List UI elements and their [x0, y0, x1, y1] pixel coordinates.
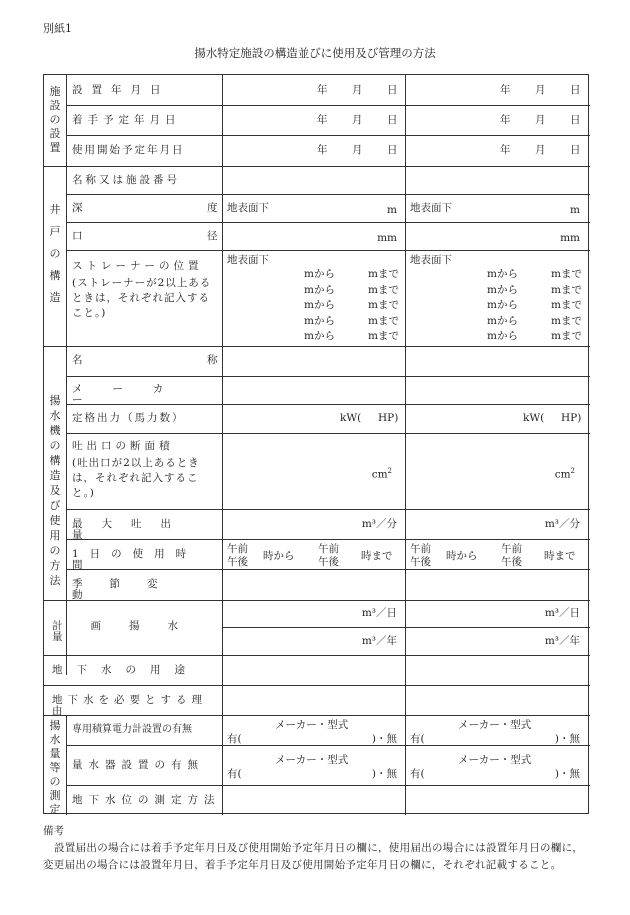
maker-model-text: メーカー・型式: [458, 754, 532, 766]
label-depth-2: 度: [207, 202, 218, 214]
label-flowmeter: 量水器設置の有無: [72, 759, 204, 771]
ground-below-text: 地表面下: [227, 202, 269, 214]
m3-per-year-unit: m³／年: [544, 635, 580, 647]
m3-per-day-unit: m³／日: [361, 607, 397, 619]
label-pump-name-1: 名: [72, 354, 83, 366]
m-to-unit: mまで: [551, 268, 582, 280]
form-title: 揚水特定施設の構造並びに使用及び管理の方法: [194, 46, 436, 60]
label-maker: メーカー: [72, 383, 194, 406]
ground-below-text: 地表面下: [410, 254, 452, 266]
section-facility: 施設の設置: [49, 85, 61, 154]
notes-body: 設置届出の場合には着手予定年月日及び使用開始予定年月日の欄に，使用届出の場合には設置年月日の欄に，変更届出の場合には設置年月日，着手予定年月日及び使用開始予定年月日の欄に，それぞれ記載すること。: [43, 842, 584, 871]
section-well: 井戸の構造: [49, 203, 61, 304]
m-from-unit: mから: [304, 330, 335, 342]
meter-unit: m: [387, 204, 397, 216]
notes-title: 備考: [43, 825, 64, 837]
year-unit: 年: [317, 144, 328, 156]
to-hour-unit: 時まで: [544, 550, 576, 562]
yes-option: 有(: [227, 733, 242, 745]
cm2-unit: $cm^2$: [371, 467, 392, 481]
ground-below-text: 地表面下: [410, 202, 452, 214]
month-unit: 月: [352, 144, 363, 156]
kw-unit: kW(: [340, 412, 362, 424]
year-unit: 年: [500, 114, 511, 126]
m3-per-year-unit: m³／年: [361, 635, 397, 647]
label-strainer-note: (ストレーナーが2以上あるときは，それぞれ記入すること。): [72, 277, 212, 319]
label-well-name: 名称又は施設番号: [72, 174, 180, 186]
meter-unit: m: [570, 204, 580, 216]
sup-2: 2: [570, 467, 575, 475]
pm-label: 午後: [227, 556, 248, 568]
m-from-unit: mから: [487, 268, 518, 280]
hp-unit: HP): [561, 412, 582, 424]
day-unit: 日: [387, 84, 398, 96]
am-label: 午前: [410, 543, 431, 555]
form-table: [43, 74, 589, 814]
m-to-unit: mまで: [368, 283, 399, 296]
label-level-method: 地下水位の測定方法: [72, 794, 221, 806]
year-unit: 年: [500, 144, 511, 156]
m-from-unit: mから: [487, 299, 518, 311]
m-from-unit: mから: [304, 268, 335, 280]
ground-below-text: 地表面下: [227, 254, 269, 266]
am-label: 午前: [227, 543, 248, 555]
day-unit: 日: [570, 144, 581, 156]
label-depth-1: 深: [72, 202, 83, 214]
from-hour-unit: 時から: [263, 550, 295, 562]
none-option: )・無: [371, 733, 397, 745]
mm-unit: mm: [560, 232, 580, 244]
maker-model-text: メーカー・型式: [275, 719, 349, 731]
m3-per-min-unit: m³／分: [544, 518, 580, 530]
pm-label: 午後: [318, 556, 339, 568]
none-option: )・無: [554, 768, 580, 780]
m-from-unit: mから: [304, 299, 335, 311]
mm-unit: mm: [377, 232, 397, 244]
label-gw-use: 地下水の用途: [52, 664, 199, 676]
label-strainer: ストレーナーの位置: [72, 260, 203, 272]
m-from-unit: mから: [487, 283, 518, 296]
to-hour-unit: 時まで: [361, 550, 393, 562]
month-unit: 月: [352, 84, 363, 96]
day-unit: 日: [387, 144, 398, 156]
m3-per-min-unit: m³／分: [361, 518, 397, 530]
m-from-unit: mから: [487, 314, 518, 327]
m-to-unit: mまで: [551, 314, 582, 327]
m-to-unit: mまで: [368, 314, 399, 327]
year-unit: 年: [317, 114, 328, 126]
m3-per-day-unit: m³／日: [544, 607, 580, 619]
label-seasonal: 季節変動: [72, 578, 185, 601]
am-label: 午前: [318, 543, 339, 555]
am-label: 午前: [501, 543, 522, 555]
attachment-label: 別紙1: [43, 22, 72, 35]
m-to-unit: mまで: [368, 299, 399, 311]
label-meter: 専用積算電力計設置の有無: [72, 724, 192, 735]
cm2-unit: $cm^2$: [554, 467, 575, 481]
m-to-unit: mまで: [551, 330, 582, 342]
section-pump: 揚水機の構造及び使用の方法: [49, 394, 61, 587]
section-measure: 揚水量等の測定: [49, 719, 61, 816]
label-daily-hours: 1日の使用時間: [72, 548, 198, 571]
maker-model-text: メーカー・型式: [458, 719, 532, 731]
day-unit: 日: [387, 114, 398, 126]
pm-label: 午後: [501, 556, 522, 568]
sup-2: 2: [387, 467, 392, 475]
label-diameter-1: 口: [72, 230, 83, 242]
none-option: )・無: [371, 768, 397, 780]
label-outlet-note: (吐出口が2以上あるときは，それぞれ記入すること。): [72, 457, 200, 499]
hp-unit: HP): [378, 412, 399, 424]
day-unit: 日: [570, 114, 581, 126]
yes-option: 有(: [410, 768, 425, 780]
m-to-unit: mまで: [368, 330, 399, 342]
label-start-date: 着手予定年月日: [72, 114, 181, 126]
label-pump-name-2: 称: [207, 354, 218, 366]
pm-label: 午後: [410, 556, 431, 568]
label-diameter-2: 径: [207, 230, 218, 242]
m-to-unit: mまで: [368, 268, 399, 280]
yes-option: 有(: [410, 733, 425, 745]
label-planned-amount: 計画揚水量: [52, 620, 206, 643]
month-unit: 月: [535, 114, 546, 126]
m-from-unit: mから: [487, 330, 518, 342]
label-rated-output: 定格出力（馬力数）: [72, 412, 185, 424]
label-outlet: 吐出口の断面積: [72, 440, 174, 452]
label-max-discharge: 最大吐出量: [72, 518, 190, 541]
label-gw-reason: 地下水を必要とする理由: [52, 694, 207, 717]
month-unit: 月: [352, 114, 363, 126]
label-install-date: 設置年月日: [72, 84, 170, 96]
year-unit: 年: [500, 84, 511, 96]
month-unit: 月: [535, 84, 546, 96]
maker-model-text: メーカー・型式: [275, 754, 349, 766]
m-to-unit: mまで: [551, 283, 582, 296]
from-hour-unit: 時から: [446, 550, 478, 562]
m-to-unit: mまで: [551, 299, 582, 311]
label-use-date: 使用開始予定年月日: [72, 144, 185, 156]
m-from-unit: mから: [304, 314, 335, 327]
none-option: )・無: [554, 733, 580, 745]
year-unit: 年: [317, 84, 328, 96]
m-from-unit: mから: [304, 283, 335, 296]
yes-option: 有(: [227, 768, 242, 780]
month-unit: 月: [535, 144, 546, 156]
kw-unit: kW(: [523, 412, 545, 424]
day-unit: 日: [570, 84, 581, 96]
